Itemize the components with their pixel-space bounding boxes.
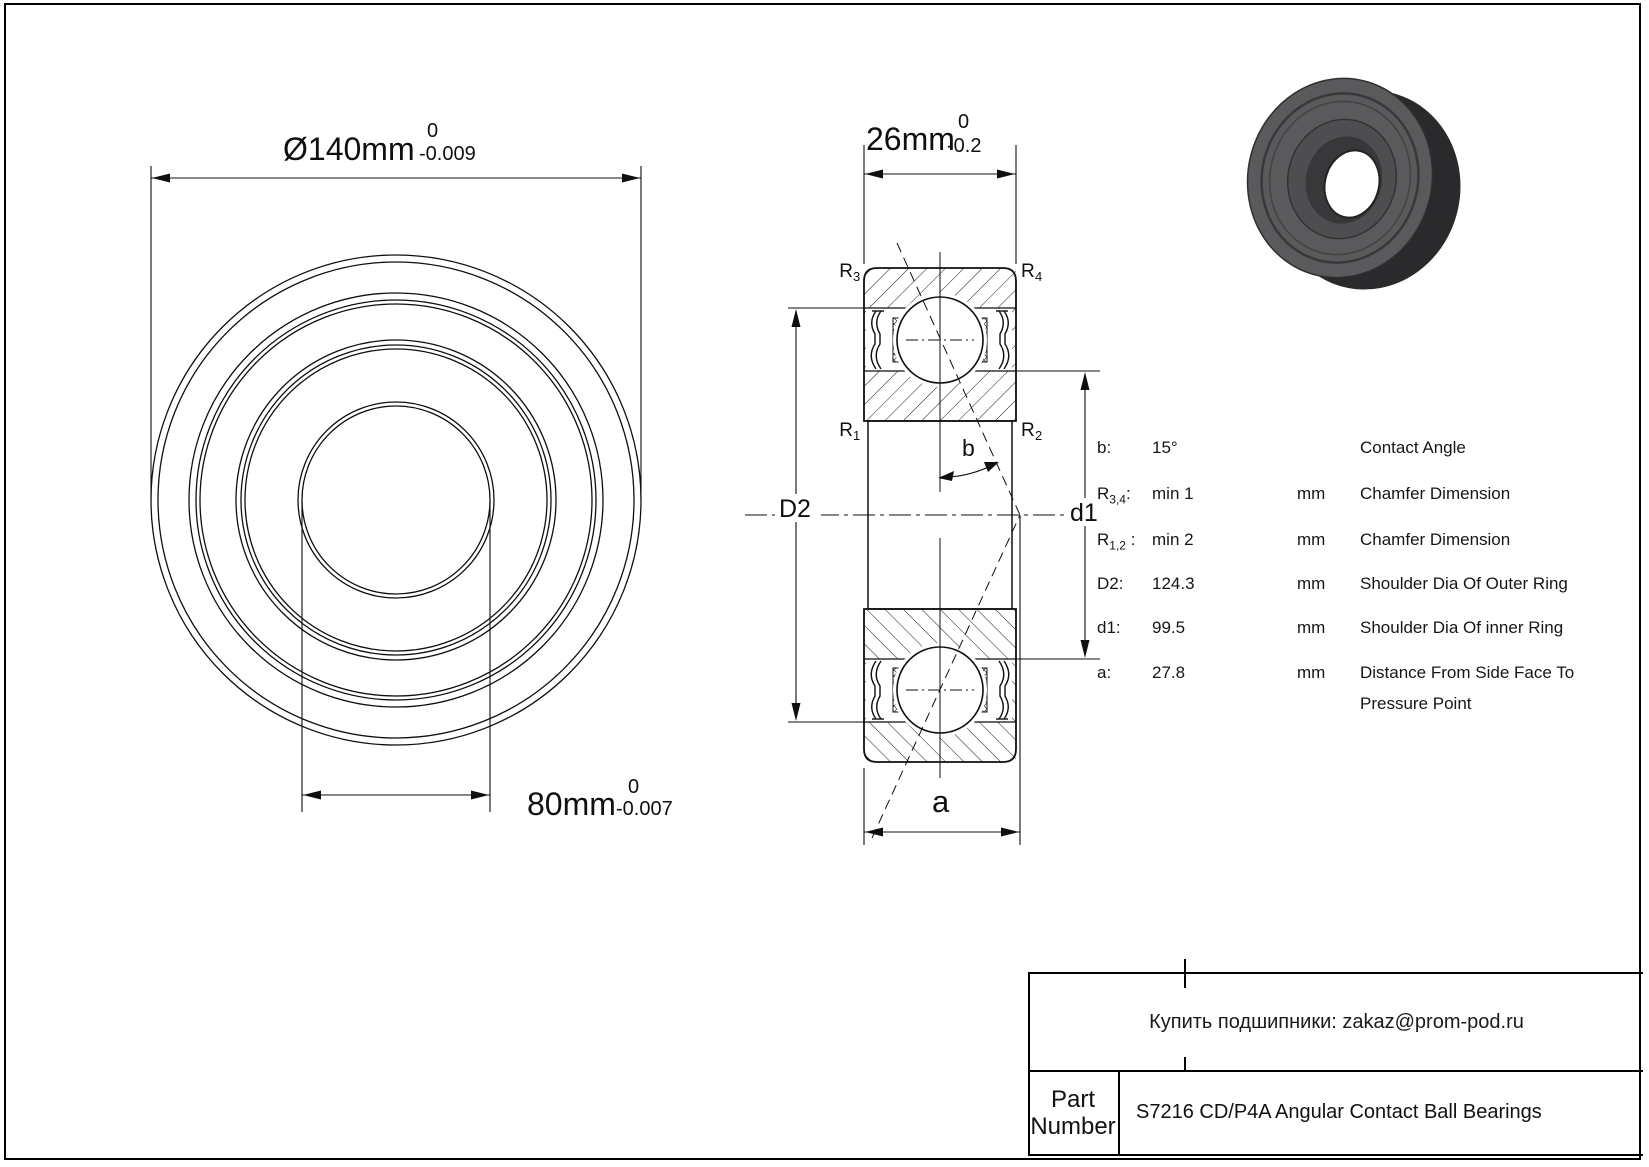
spec-label: b: [1097, 438, 1112, 457]
label-a: a [932, 784, 950, 819]
spec-label-suffix: : [1125, 530, 1136, 549]
label-r2: R [1021, 420, 1035, 441]
spec-description: Distance From Side Face To [1360, 663, 1575, 682]
spec-value: 27.8 [1152, 663, 1186, 682]
label-r1: R [839, 420, 853, 441]
title-block-center-mark-mid [1184, 1057, 1186, 1071]
label-b: b [962, 435, 975, 461]
spec-label: D2: [1097, 574, 1124, 593]
spec-unit: mm [1297, 618, 1326, 637]
spec-value: min 2 [1152, 530, 1194, 549]
label-d1: d1 [1070, 499, 1098, 527]
title-block-center-mark-top [1184, 959, 1186, 988]
outer-diameter-tolerance-upper: 0 [427, 120, 439, 142]
spec-value: 99.5 [1152, 618, 1186, 637]
spec-row-contact-angle [1097, 438, 1645, 462]
contact-email-text: Купить подшипники: zakaz@prom-pod.ru [1149, 1011, 1524, 1033]
spec-description: Chamfer Dimension [1360, 530, 1511, 549]
spec-description: Shoulder Dia Of inner Ring [1360, 618, 1564, 637]
spec-label: R [1097, 484, 1110, 503]
label-r4: R [1021, 261, 1035, 282]
spec-value: min 1 [1152, 484, 1194, 503]
spec-label-suffix: : [1125, 484, 1131, 503]
bore-diameter-tolerance-lower: -0.007 [616, 798, 673, 820]
spec-unit: mm [1297, 530, 1326, 549]
spec-description-line2: Pressure Point [1360, 694, 1472, 713]
bore-diameter-tolerance-upper: 0 [628, 776, 640, 798]
part-number-value: S7216 CD/P4A Angular Contact Ball Bearings [1136, 1101, 1542, 1123]
part-number-label-line2: Number [1030, 1113, 1116, 1140]
contact-angle-b-dimension [938, 462, 999, 481]
spec-row-inner-shoulder [1097, 618, 1645, 642]
section-width-tolerance-lower: -0.2 [947, 135, 982, 157]
spec-value: 15° [1152, 438, 1178, 457]
spec-unit: mm [1297, 574, 1326, 593]
part-number-label-cell [1028, 1070, 1120, 1156]
spec-unit: mm [1297, 484, 1326, 503]
outer-diameter-text: Ø140mm [283, 131, 415, 167]
spec-value: 124.3 [1152, 574, 1195, 593]
part-number-label-line1: Part [1050, 1086, 1095, 1113]
outer-diameter-tolerance-lower: -0.009 [419, 143, 476, 165]
spec-label-sub: 3,4 [1109, 492, 1126, 507]
front-view-concentric-circles [151, 255, 641, 745]
spec-row-chamfer-12 [1097, 530, 1645, 554]
section-width-tolerance-upper: 0 [958, 111, 970, 133]
spec-description: Shoulder Dia Of Outer Ring [1360, 574, 1568, 593]
front-view-bore-diameter-dimension [302, 500, 490, 812]
label-r3: R [839, 261, 853, 282]
spec-table [1097, 432, 1645, 732]
section-width-text: 26mm [866, 121, 955, 157]
spec-unit: mm [1297, 663, 1326, 682]
spec-description: Contact Angle [1360, 438, 1466, 457]
label-r1-sub: 1 [853, 428, 861, 443]
spec-label-sub: 1,2 [1109, 538, 1126, 553]
spec-label: d1: [1097, 618, 1121, 637]
spec-row-chamfer-34 [1097, 484, 1645, 508]
front-view-outer-diameter-dimension [151, 166, 641, 498]
section-width-dimension [864, 145, 1016, 264]
title-block-contact-box [1028, 972, 1643, 1070]
spec-row-outer-shoulder [1097, 574, 1645, 598]
bearing-3d-render [1227, 59, 1482, 310]
label-r3-sub: 3 [853, 269, 861, 284]
spec-label: R [1097, 530, 1110, 549]
spec-label: a: [1097, 663, 1112, 682]
label-r4-sub: 4 [1035, 269, 1043, 284]
spec-description: Chamfer Dimension [1360, 484, 1511, 503]
spec-row-pressure-point [1097, 663, 1645, 687]
label-d2: D2 [779, 495, 811, 523]
label-r2-sub: 2 [1035, 428, 1043, 443]
bore-diameter-text: 80mm [527, 786, 616, 822]
